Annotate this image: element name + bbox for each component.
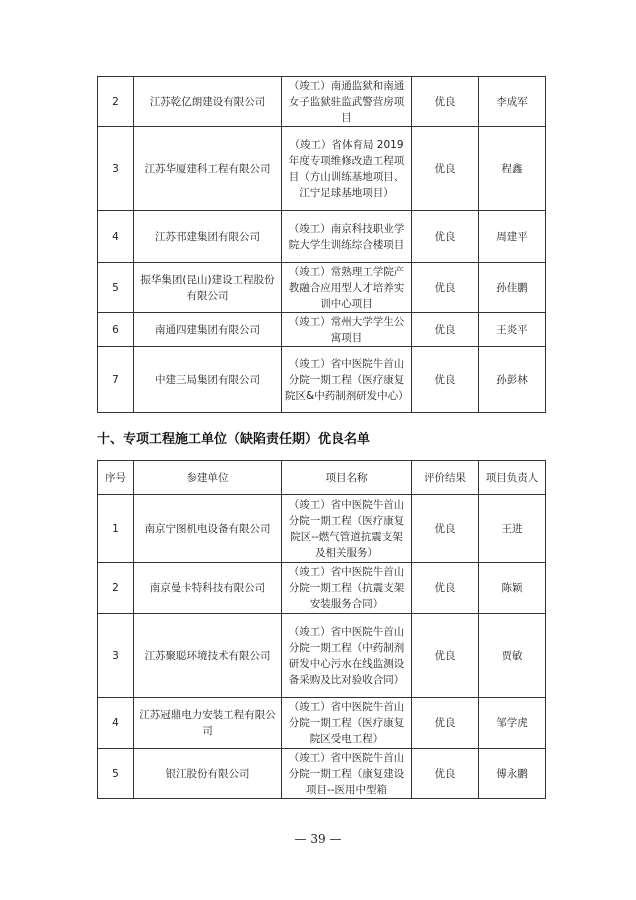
project-name: （竣工）省中医院牛首山分院一期工程（中药制剂研发中心污水在线监测设备采购及比对验收合同） [282, 614, 412, 698]
evaluation-result: 优良 [412, 749, 479, 799]
project-lead: 周建平 [479, 211, 546, 263]
table-row [98, 127, 546, 211]
evaluation-table-special [97, 460, 546, 799]
participating-unit: 振华集团(昆山)建设工程股份有限公司 [134, 263, 282, 313]
header-result: 评价结果 [412, 461, 479, 495]
participating-unit: 南京曼卡特科技有限公司 [134, 563, 282, 614]
project-name: （竣工）南京科技职业学院大学生训练综合楼项目 [282, 211, 412, 263]
participating-unit: 江苏乾亿朗建设有限公司 [134, 77, 282, 127]
row-number: 3 [98, 614, 134, 698]
project-name: （竣工）南通监狱和南通女子监狱驻监武警营房项目 [282, 77, 412, 127]
project-lead: 王进 [479, 495, 546, 563]
row-number: 5 [98, 263, 134, 313]
participating-unit: 江苏华厦建科工程有限公司 [134, 127, 282, 211]
table-row [98, 614, 546, 698]
project-name: （竣工）常熟理工学院产教融合应用型人才培养实训中心项目 [282, 263, 412, 313]
table-row [98, 313, 546, 347]
evaluation-result: 优良 [412, 698, 479, 749]
row-number: 4 [98, 211, 134, 263]
row-number: 2 [98, 77, 134, 127]
row-number: 6 [98, 313, 134, 347]
participating-unit: 银江股份有限公司 [134, 749, 282, 799]
table-row [98, 263, 546, 313]
evaluation-result: 优良 [412, 211, 479, 263]
project-name: （竣工）省中医院牛首山分院一期工程（医疗康复院区&中药制剂研发中心） [282, 347, 412, 413]
project-lead: 李成军 [479, 77, 546, 127]
project-lead: 陈颖 [479, 563, 546, 614]
row-number: 1 [98, 495, 134, 563]
project-name: （竣工）省中医院牛首山分院一期工程（医疗康复院区受电工程） [282, 698, 412, 749]
project-lead: 邹学虎 [479, 698, 546, 749]
table-row [98, 698, 546, 749]
row-number: 5 [98, 749, 134, 799]
project-lead: 贾敏 [479, 614, 546, 698]
table-row [98, 749, 546, 799]
participating-unit: 江苏邗建集团有限公司 [134, 211, 282, 263]
table-header-row [98, 461, 546, 495]
evaluation-result: 优良 [412, 614, 479, 698]
header-unit: 参建单位 [134, 461, 282, 495]
row-number: 4 [98, 698, 134, 749]
section-heading: 十、专项工程施工单位（缺陷责任期）优良名单 [97, 432, 371, 447]
evaluation-result: 优良 [412, 347, 479, 413]
project-name: （竣工）常州大学学生公寓项目 [282, 313, 412, 347]
participating-unit: 中建三局集团有限公司 [134, 347, 282, 413]
project-lead: 孙佳鹏 [479, 263, 546, 313]
page-number: — 39 — [294, 832, 342, 846]
project-name: （竣工）省中医院牛首山分院一期工程（医疗康复院区--燃气管道抗震支架及相关服务） [282, 495, 412, 563]
evaluation-result: 优良 [412, 127, 479, 211]
header-number: 序号 [98, 461, 134, 495]
project-lead: 程鑫 [479, 127, 546, 211]
project-name: （竣工）省中医院牛首山分院一期工程（抗震支架安装服务合同） [282, 563, 412, 614]
evaluation-result: 优良 [412, 563, 479, 614]
participating-unit: 江苏冠鼎电力安装工程有限公司 [134, 698, 282, 749]
table-row [98, 563, 546, 614]
participating-unit: 南通四建集团有限公司 [134, 313, 282, 347]
table-row [98, 495, 546, 563]
project-lead: 孙彭林 [479, 347, 546, 413]
project-name: （竣工）省中医院牛首山分院一期工程（康复建设项目--医用中型箱 [282, 749, 412, 799]
row-number: 7 [98, 347, 134, 413]
header-lead: 项目负责人 [479, 461, 546, 495]
row-number: 3 [98, 127, 134, 211]
table-row [98, 347, 546, 413]
project-lead: 傅永鹏 [479, 749, 546, 799]
evaluation-result: 优良 [412, 263, 479, 313]
table-row [98, 77, 546, 127]
project-name: （竣工）省体育局 2019 年度专项维修改造工程项目（方山训练基地项目、江宁足球基地项目） [282, 127, 412, 211]
row-number: 2 [98, 563, 134, 614]
participating-unit: 南京宁图机电设备有限公司 [134, 495, 282, 563]
table-row [98, 211, 546, 263]
participating-unit: 江苏聚聪环境技术有限公司 [134, 614, 282, 698]
header-project: 项目名称 [282, 461, 412, 495]
evaluation-result: 优良 [412, 77, 479, 127]
evaluation-result: 优良 [412, 495, 479, 563]
project-lead: 王炎平 [479, 313, 546, 347]
evaluation-result: 优良 [412, 313, 479, 347]
evaluation-table-continued [97, 76, 546, 413]
